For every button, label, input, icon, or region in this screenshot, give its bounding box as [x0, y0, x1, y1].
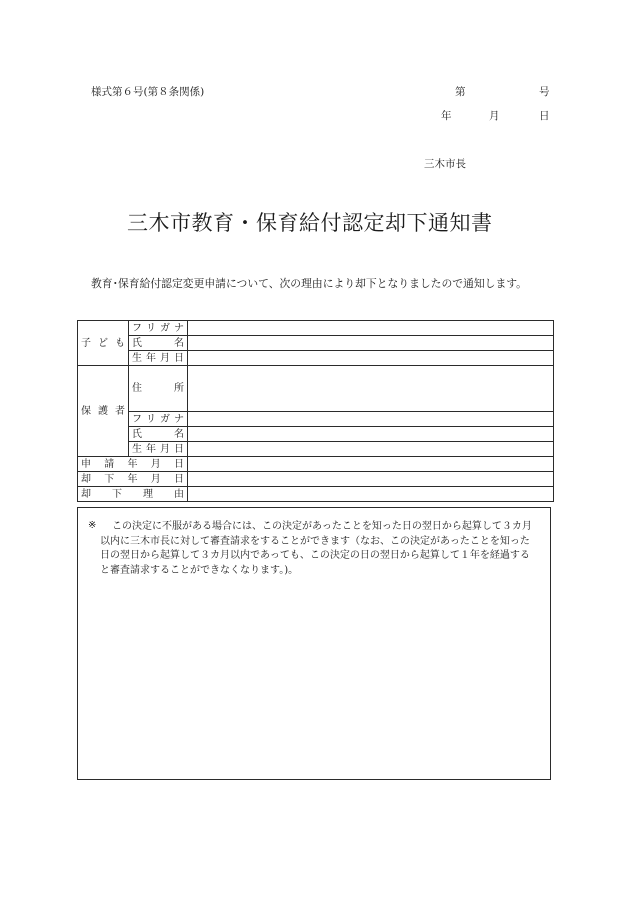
label-char: 日	[174, 352, 184, 364]
label-char: 由	[174, 488, 184, 500]
rejection-date-field[interactable]	[188, 472, 554, 487]
label-char: リ	[146, 322, 156, 334]
label-char: 却	[81, 488, 91, 500]
date-year: 年	[441, 110, 452, 122]
label-char: 日	[174, 443, 184, 455]
label-char: 下	[104, 473, 115, 485]
label-char: ガ	[160, 322, 170, 334]
label-char: 月	[160, 352, 170, 364]
guardian-section-label	[78, 366, 129, 457]
guardian-label-char: 者	[115, 405, 125, 417]
date-day: 日	[539, 110, 550, 122]
guardian-furigana-field[interactable]	[188, 412, 554, 427]
label-char: 日	[174, 458, 184, 470]
guardian-name-label	[129, 427, 188, 442]
doc-number-suffix: 号	[539, 86, 550, 98]
label-char: 理	[143, 488, 153, 500]
guardian-birthdate-field[interactable]	[188, 442, 554, 457]
application-date-field[interactable]	[188, 457, 554, 472]
label-char: 月	[150, 473, 161, 485]
doc-number-prefix: 第	[455, 86, 466, 98]
child-label-char: ど	[98, 337, 108, 349]
guardian-furigana-label	[129, 412, 188, 427]
label-char: ナ	[174, 322, 184, 334]
label-char: 年	[127, 473, 138, 485]
label-char: 氏	[132, 428, 142, 440]
label-char: 月	[150, 458, 161, 470]
document-title: 三木市教育・保育給付認定却下通知書	[127, 211, 493, 235]
intro-text: 教育･保育給付認定変更申請について、次の理由により却下となりましたので通知します。	[91, 277, 527, 290]
child-name-label	[129, 336, 188, 351]
rejection-date-label	[78, 472, 188, 487]
label-char: 生	[132, 352, 142, 364]
child-furigana-label	[129, 321, 188, 336]
child-label-char: 子	[81, 337, 91, 349]
label-char: ガ	[160, 413, 170, 425]
guardian-name-field[interactable]	[188, 427, 554, 442]
child-birthdate-field[interactable]	[188, 351, 554, 366]
child-birthdate-label	[129, 351, 188, 366]
guardian-label-char: 保	[81, 405, 91, 417]
label-char: リ	[146, 413, 156, 425]
rejection-reason-field[interactable]	[188, 487, 554, 502]
label-char: 請	[104, 458, 115, 470]
rejection-reason-label	[78, 487, 188, 502]
guardian-birthdate-label	[129, 442, 188, 457]
label-char: 名	[174, 337, 184, 349]
label-char: ナ	[174, 413, 184, 425]
note-mark: ※	[88, 520, 97, 531]
appeal-notice-text: この決定に不服がある場合には、この決定があったことを知った日の翌日から起算して３カ月以内に三木市長に対して審査請求をすることができます（なお、この決定があったことを知った日の翌日から起算して３カ月以内であっても、この決定の日の翌日から起算して１年を経過すると審査請求することができなくなります。)。	[100, 521, 532, 576]
label-char: 月	[160, 443, 170, 455]
issuer-name: 三木市長	[424, 158, 466, 170]
form-number: 様式第６号(第８条関係)	[91, 86, 205, 98]
label-char: 年	[146, 352, 156, 364]
application-date-label	[78, 457, 188, 472]
child-section-label	[78, 321, 129, 366]
child-label-char: も	[115, 337, 125, 349]
label-char: 日	[174, 473, 184, 485]
label-char: 氏	[132, 337, 142, 349]
label-char: フ	[132, 322, 142, 334]
date-month: 月	[489, 110, 500, 122]
label-char: 下	[112, 488, 122, 500]
label-char: 申	[81, 458, 91, 470]
application-table	[77, 320, 554, 502]
guardian-address-field[interactable]	[188, 366, 554, 412]
label-char: フ	[132, 413, 142, 425]
guardian-label-char: 護	[98, 405, 108, 417]
label-char: 年	[127, 458, 138, 470]
label-char: 年	[146, 443, 156, 455]
child-name-field[interactable]	[188, 336, 554, 351]
label-char: 所	[174, 383, 184, 394]
appeal-notice-box	[77, 507, 551, 780]
guardian-address-label	[129, 366, 188, 412]
label-char: 住	[132, 383, 142, 394]
label-char: 名	[174, 428, 184, 440]
label-char: 却	[81, 473, 91, 485]
child-furigana-field[interactable]	[188, 321, 554, 336]
label-char: 生	[132, 443, 142, 455]
